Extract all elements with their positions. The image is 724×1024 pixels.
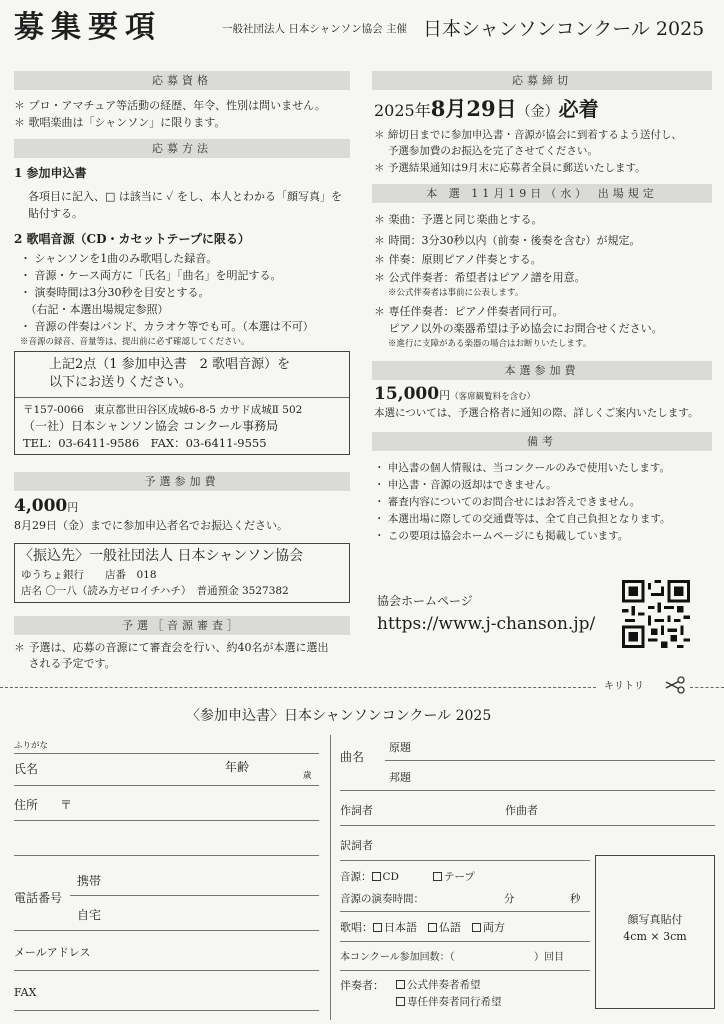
transfer-bank: ゆうちょ銀行 店番 018 (21, 569, 157, 581)
eligibility-heading: 応募資格 (14, 71, 350, 90)
method-s2-item: ・ シャンソンを1曲のみ歌唱した録音。 (20, 252, 218, 265)
furigana-label: ふりがな (14, 741, 49, 751)
cd-checkbox[interactable] (372, 872, 381, 881)
age-label: 年齢 (225, 760, 250, 774)
remark-item: ・ 本選出場に際しての交通費等は、全て自己負担となります。 (374, 513, 671, 525)
translator-label: 訳詞者 (340, 839, 373, 852)
final-fee-heading: 本選参加費 (372, 361, 712, 380)
cut-line (0, 687, 596, 688)
japanese-title-label: 邦題 (389, 771, 411, 784)
deadline-heading: 応募締切 (372, 71, 712, 90)
method-s2-item: （右記・本選出場規定参照） (20, 303, 169, 316)
eligibility-item: ＊ プロ・アマチュア等活動の経歴、年令、性別は問いません。 (14, 99, 326, 112)
prelim-fee-value: 4,000 (14, 496, 68, 516)
method-s2-item: ・ 音源の伴奏はバンド、カラオケ等でも可。（本選は不可） (20, 320, 314, 333)
source-row (340, 870, 475, 885)
japanese-checkbox[interactable] (373, 923, 382, 932)
minutes-unit: 分 (504, 893, 515, 905)
photo-size: 4cm × 3cm (623, 930, 687, 943)
singing-label: 歌唱： (340, 921, 373, 934)
home-phone-label: 自宅 (77, 908, 102, 922)
both-checkbox[interactable] (472, 923, 481, 932)
name-label: 氏名 (14, 762, 39, 776)
final-rule-item: ＊ 時間：3分30秒以内（前奏・後奏を含む）が規定。 (374, 234, 641, 247)
original-title-label: 原題 (389, 741, 411, 754)
prelim-fee-amount (14, 496, 78, 516)
lyricist-label: 作詞者 (340, 804, 373, 817)
final-rule-item: ＊ 公式伴奏者：希望者はピアノ譜を用意。 (374, 271, 586, 284)
method-section-2: 2 歌唱音源（CD・カセットテープに限る） (14, 232, 250, 246)
prelim-fee-note: 8月29日（金）までに参加申込者名でお振込ください。 (14, 519, 288, 532)
both-option: 両方 (483, 921, 505, 934)
remark-item: ・ この要項は協会ホームページにも掲載しています。 (374, 530, 629, 542)
final-rule-note: ※公式伴奏者は事前に公表します。 (388, 288, 524, 298)
method-s2-item: ・ 演奏時間は3分30秒を目安とする。 (20, 286, 210, 299)
cut-label: キリトリ (604, 681, 644, 692)
deadline-weekday: （金） (516, 104, 559, 120)
event-title: 日本シャンソンコンクール 2025 (423, 18, 705, 40)
remark-item: ・ 申込書の個人情報は、当コンクールのみで使用いたします。 (374, 462, 671, 474)
mobile-label: 携帯 (77, 874, 102, 888)
deadline-date (374, 93, 599, 123)
fax-label: FAX (14, 986, 37, 999)
homepage-url[interactable]: https://www.j-chanson.jp/ (377, 614, 596, 634)
final-rules-heading: 本 選 11月19日（水） 出場規定 (372, 184, 712, 203)
photo-label: 顔写真貼付 (627, 913, 683, 926)
deadline-note: ＊ 締切日までに参加申込書・音源が協会に到着するよう送付し、 (374, 129, 682, 141)
qr-code-icon[interactable] (622, 580, 690, 648)
method-s2-note: ※音源の録音、音量等は、提出前に必ず確認してください。 (20, 337, 250, 347)
final-fee-note: 本選については、予選合格者に通知の際、詳しくご案内いたします。 (374, 407, 699, 419)
method-s1-line: 各項目に記入、□ は該当に ✓ をし、本人とわかる「顔写真」を (28, 190, 342, 203)
prelim-review-line: ＊ 予選は、応募の音源にて審査会を行い、約40名が本選に選出 (14, 641, 329, 654)
official-accompanist-checkbox[interactable] (396, 980, 405, 989)
email-label: メールアドレス (14, 946, 91, 959)
seconds-unit: 秒 (570, 893, 581, 905)
transfer-branch: 店名 〇一八（読み方ゼロイチハチ） 普通預金 3527382 (21, 585, 289, 597)
homepage-label: 協会ホームページ (377, 594, 473, 608)
source-label: 音源： (340, 871, 372, 883)
final-rule-item: ピアノ以外の楽器希望は予め協会にお問合せください。 (374, 322, 663, 335)
transfer-title: 〈振込先〉一般社団法人 日本シャンソン協会 (19, 548, 304, 564)
final-rule-item: ＊ 伴奏：原則ピアノ伴奏とする。 (374, 253, 542, 266)
age-unit: 歳 (303, 771, 312, 781)
own-accompanist-option: 専任伴奏者同行希望 (407, 996, 502, 1008)
deadline-note: 予選参加費のお振込を完了させてください。 (374, 145, 598, 157)
photo-box[interactable] (595, 855, 715, 1009)
final-fee-sub: （客席観覧料を含む） (450, 392, 536, 402)
final-rule-item: ＊ 楽曲：予選と同じ楽曲とする。 (374, 213, 543, 226)
send-address: 〒157-0066 東京都世田谷区成城6-8-5 カサド成城Ⅱ 502 (23, 404, 303, 416)
japanese-option: 日本語 (384, 921, 417, 934)
address-label: 住所 (14, 798, 39, 812)
final-fee-unit: 円 (439, 389, 451, 402)
deadline-note: ＊ 予選結果通知は9月末に応募者全員に郵送いたします。 (374, 162, 646, 174)
remark-item: ・ 申込書・音源の返却はできません。 (374, 479, 557, 491)
send-line: 上記2点（1 参加申込書 2 歌唱音源）を (49, 357, 291, 372)
accompanist-label: 伴奏者： (340, 979, 384, 992)
song-label: 曲名 (340, 750, 365, 764)
tape-option: テープ (443, 871, 475, 883)
own-accompanist-row (396, 995, 502, 1010)
final-rule-item: ＊ 専任伴奏者：ピアノ伴奏者同行可。 (374, 305, 564, 318)
send-line: 以下にお送りください。 (49, 375, 193, 390)
scissors-icon (664, 676, 686, 694)
official-accompanist-option: 公式伴奏者希望 (407, 979, 481, 991)
send-phone: TEL：03-6411-9586 FAX：03-6411-9555 (23, 436, 267, 450)
official-accompanist-row (396, 978, 481, 993)
method-heading: 応募方法 (14, 139, 350, 158)
prelim-review-line: される予定です。 (14, 657, 116, 670)
deadline-suffix: 必着 (558, 97, 599, 121)
count-label: 本コンクール参加回数：（ (340, 952, 455, 963)
own-accompanist-checkbox[interactable] (396, 997, 405, 1006)
postal-mark: 〒 (60, 798, 73, 812)
cd-option: CD (382, 871, 399, 883)
method-section-1: 1 参加申込書 (14, 166, 87, 180)
page-title: 募集要項 (14, 10, 162, 45)
organizer: 一般社団法人 日本シャンソン協会 主催 (222, 23, 407, 35)
prelim-fee-heading: 予選参加費 (14, 472, 350, 491)
transfer-box (14, 543, 350, 603)
tape-checkbox[interactable] (433, 872, 442, 881)
final-fee-value: 15,000 (374, 384, 440, 404)
french-option: 仏語 (439, 921, 461, 934)
deadline-day: 8月29日 (430, 96, 517, 121)
deadline-year: 2025年 (374, 101, 431, 120)
singing-row (340, 920, 505, 935)
composer-label: 作曲者 (505, 804, 538, 817)
remark-item: ・ 審査内容についてのお問合せにはお答えできません。 (374, 496, 641, 508)
final-rule-note: ※進行に支障がある楽器の場合はお断りいたします。 (388, 339, 592, 349)
method-s1-line: 貼付する。 (28, 207, 83, 220)
form-title: 〈参加申込書〉日本シャンソンコンクール 2025 (186, 708, 492, 724)
send-box (14, 351, 350, 455)
final-fee-amount (374, 384, 535, 404)
french-checkbox[interactable] (428, 923, 437, 932)
prelim-review-heading: 予選［音源審査］ (14, 616, 350, 635)
method-s2-item: ・ 音源・ケース両方に「氏名」「曲名」を明記する。 (20, 269, 282, 282)
phone-label: 電話番号 (14, 891, 63, 905)
count-end: ）回目 (534, 952, 564, 963)
duration-label: 音源の演奏時間： (340, 893, 424, 905)
remarks-heading: 備考 (372, 432, 712, 451)
prelim-fee-unit: 円 (67, 501, 79, 514)
eligibility-item: ＊ 歌唱楽曲は「シャンソン」に限ります。 (14, 116, 226, 129)
send-office: （一社）日本シャンソン協会 コンクール事務局 (23, 419, 279, 433)
